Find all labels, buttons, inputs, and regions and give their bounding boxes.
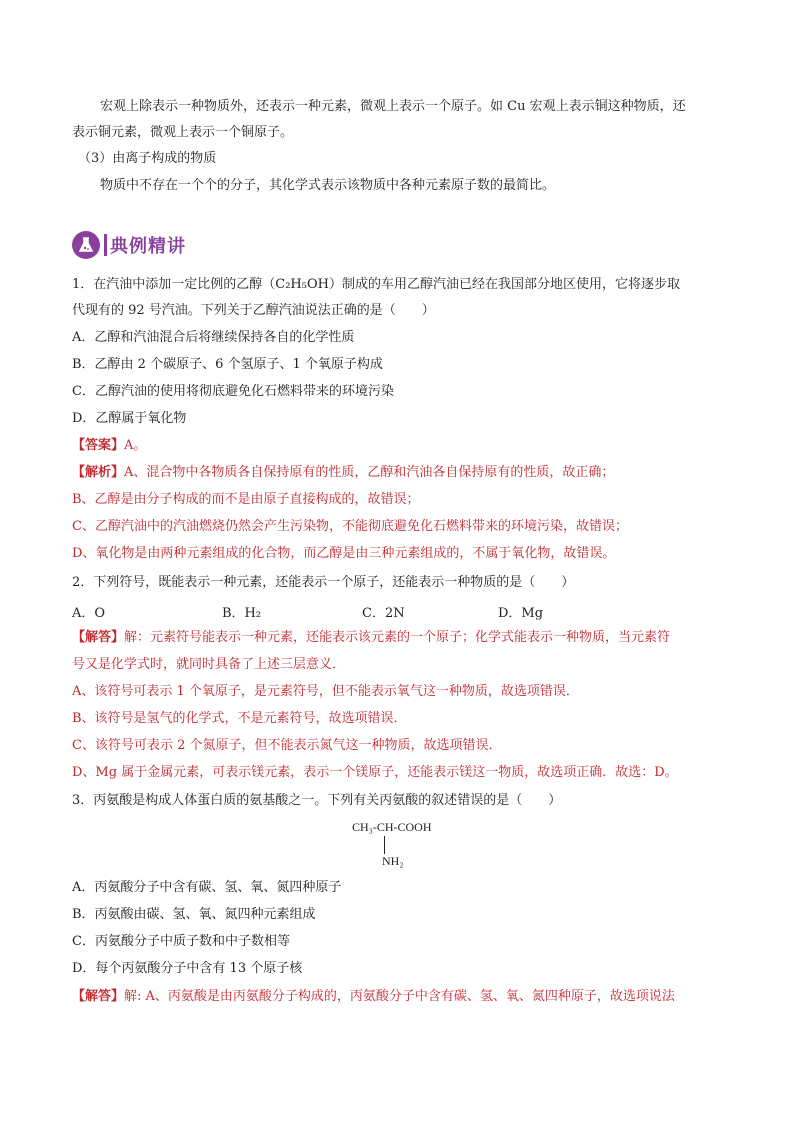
solution-text: 解：元素符号能表示一种元素，还能表示该元素的一个原子；化学式能表示一种物质，当元素符 [124, 630, 671, 645]
q2-solution-c: C、该符号可表示 2 个氮原子，但不能表示氮气这一种物质，故选项错误． [72, 738, 502, 753]
q1-answer [72, 437, 146, 455]
q3-option-a: A．丙氨酸分子中含有碳、氢、氧、氮四种原子 [72, 880, 342, 895]
section-divider [104, 234, 107, 256]
q1-option-c: C．乙醇汽油的使用将彻底避免化石燃料带来的环境污染 [72, 384, 394, 399]
intro-line-2: 表示铜元素，微观上表示一个铜原子。 [72, 125, 294, 140]
q1-analysis-3: C、乙醇汽油中的汽油燃烧仍然会产生污染物，不能彻底避免化石燃料带来的环境污染，故错误； [72, 519, 628, 534]
q2-solution-d: D、Mg 属于金属元素，可表示镁元素，表示一个镁原子，还能表示镁这一物质，故选项正确．故选：D。 [72, 765, 678, 780]
q2-stem: 2．下列符号，既能表示一种元素，还能表示一个原子，还能表示一种物质的是（ ） [72, 575, 575, 590]
q2-option-b: B．H₂ [222, 606, 262, 621]
flask-icon [72, 231, 100, 259]
q1-option-a: A．乙醇和汽油混合后将继续保持各自的化学性质 [72, 330, 355, 345]
analysis-tag: 【解析】 [72, 465, 125, 480]
section-title: 典例精讲 [110, 236, 186, 257]
q3-option-c: C．丙氨酸分子中质子数和中子数相等 [72, 934, 290, 949]
analysis-text: A、混合物中各物质各自保持原有的性质，乙醇和汽油各自保持原有的性质，故正确； [124, 465, 615, 480]
intro-line-3: （3）由离子构成的物质 [78, 151, 217, 166]
section-header [72, 230, 186, 260]
q1-analysis-4: D、氧化物是由两种元素组成的化合物，而乙醇是由三种元素组成的，不属于氧化物，故错误。 [72, 546, 616, 561]
alanine-structural-formula [352, 820, 432, 868]
solution-text: 解: A、丙氨酸是由丙氨酸分子构成的，丙氨酸分子中含有碳、氢、氧、氮四种原子，故选项说法 [124, 989, 675, 1004]
q1-analysis-2: B、乙醇是由分子构成的而不是由原子直接构成的，故错误； [72, 492, 420, 507]
q1-stem-2: 代现有的 92 号汽油。下列关于乙醇汽油说法正确的是（ ） [72, 303, 435, 318]
formula-bond-line [384, 836, 385, 854]
answer-value: A。 [124, 438, 147, 453]
q2-option-c: C．2N [362, 606, 405, 621]
q1-option-b: B．乙醇由 2 个碳原子、6 个氢原子、1 个氧原子构成 [72, 357, 383, 372]
intro-line-4: 物质中不存在一个个的分子，其化学式表示该物质中各种元素原子数的最简比。 [100, 178, 556, 193]
q2-solution-1 [72, 629, 670, 647]
q3-option-d: D．每个丙氨酸分子中含有 13 个原子核 [72, 961, 303, 976]
q1-option-d: D．乙醇属于氧化物 [72, 411, 187, 426]
q1-analysis-1 [72, 464, 614, 482]
answer-tag: 【答案】 [72, 438, 125, 453]
solution-tag: 【解答】 [72, 989, 125, 1004]
q3-solution-1 [72, 988, 675, 1006]
q3-stem: 3．丙氨酸是构成人体蛋白质的氨基酸之一。下列有关丙氨酸的叙述错误的是（ ） [72, 793, 562, 808]
q2-option-d: D．Mg [498, 606, 544, 621]
formula-bottom: NH₂ [382, 854, 404, 868]
q2-option-a: A．O [72, 606, 106, 621]
q2-solution-b: B、该符号是氢气的化学式，不是元素符号，故选项错误． [72, 711, 407, 726]
q2-solution-a: A、该符号可表示 1 个氧原子，是元素符号，但不能表示氧气这一种物质，故选项错误． [72, 684, 579, 699]
solution-tag: 【解答】 [72, 630, 125, 645]
intro-line-1: 宏观上除表示一种物质外，还表示一种元素，微观上表示一个原子。如 Cu 宏观上表示铜这种物质，还 [100, 99, 686, 114]
q1-stem-1: 1．在汽油中添加一定比例的乙醇（C₂H₅OH）制成的车用乙醇汽油已经在我国部分地区使用，它将逐步取 [72, 277, 680, 292]
formula-top: CH₃-CH-COOH [352, 820, 432, 834]
q2-solution-2: 号又是化学式时，就同时具备了上述三层意义． [72, 657, 346, 672]
q3-option-b: B．丙氨酸由碳、氢、氧、氮四种元素组成 [72, 907, 316, 922]
